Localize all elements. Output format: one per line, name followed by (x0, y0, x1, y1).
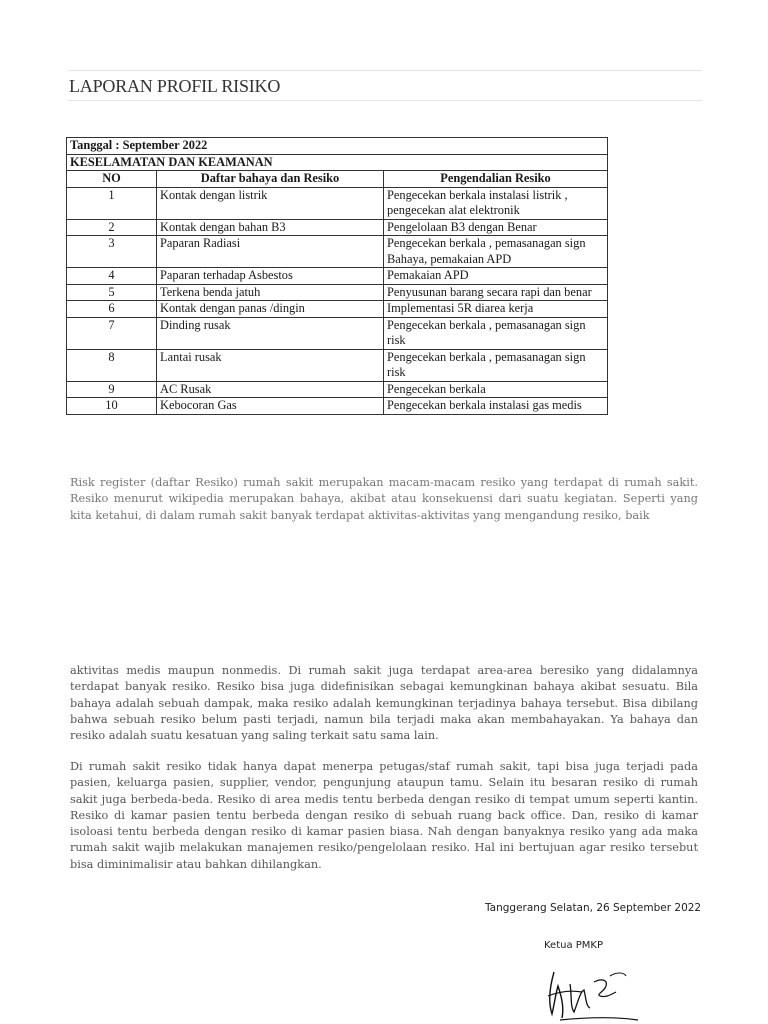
cell-control: Implementasi 5R diarea kerja (384, 301, 608, 318)
cell-no: 7 (67, 317, 157, 349)
cell-hazard: Lantai rusak (157, 349, 384, 381)
table-row (67, 317, 608, 349)
cell-no: 5 (67, 284, 157, 301)
date-cell: Tanggal : September 2022 (67, 138, 608, 155)
cell-no: 2 (67, 219, 157, 236)
header-no: NO (67, 171, 157, 188)
header-row (67, 171, 608, 188)
cell-control: Pengecekan berkala instalasi gas medis (384, 398, 608, 415)
cell-control: Pengecekan berkala instalasi listrik , pengecekan alat elektronik (384, 187, 608, 219)
risk-table (66, 137, 608, 415)
table-row (67, 236, 608, 268)
header-control: Pengendalian Resiko (384, 171, 608, 188)
date-row (67, 138, 608, 155)
cell-hazard: Kebocoran Gas (157, 398, 384, 415)
table-row (67, 187, 608, 219)
cell-hazard: Paparan terhadap Asbestos (157, 268, 384, 285)
table-row (67, 301, 608, 318)
cell-hazard: Paparan Radiasi (157, 236, 384, 268)
cell-no: 1 (67, 187, 157, 219)
category-cell: KESELAMATAN DAN KEAMANAN (67, 154, 608, 171)
place-date: Tanggerang Selatan, 26 September 2022 (485, 902, 702, 914)
paragraph-3: Di rumah sakit resiko tidak hanya dapat menerpa petugas/staf rumah sakit, tapi bisa juga terjadi pada pasien, keluarga pasien, supplier, vendor, pengunjung ataupun tamu. Selain itu besaran resiko di rumah sakit juga berbeda-beda. Resiko di area medis tentu berbeda dengan resiko di tempat umum seperti kantin. Resiko di kamar pasien tentu berbeda dengan resiko di sebuah ruang back office. Dan, resiko di kamar isoloasi tentu berbeda dengan resiko di kamar pasien biasa. Nah dengan banyaknya resiko yang ada maka rumah sakit wajib melakukan manajemen resiko/pengelolaan resiko. Hal ini bertujuan agar resiko tersebut bisa diminimalisir atau bahkan dihilangkan. (70, 760, 698, 871)
cell-no: 3 (67, 236, 157, 268)
table-row (67, 381, 608, 398)
cell-control: Pengecekan berkala , pemasanagan sign risk (384, 349, 608, 381)
cell-control: Pengecekan berkala (384, 381, 608, 398)
table-row (67, 398, 608, 415)
cell-hazard: Dinding rusak (157, 317, 384, 349)
cell-hazard: Kontak dengan bahan B3 (157, 219, 384, 236)
paragraph-2: aktivitas medis maupun nonmedis. Di rumah sakit juga terdapat area-area beresiko yang didalamnya terdapat banyak resiko. Resiko bisa juga didefinisikan sebagai kemungkinan bahaya akibat sesuatu. Bila bahaya adalah sebuah dampak, maka resiko adalah kemungkinan terjadinya bahaya tersebut. Bisa dibilang bahwa sebuah resiko belum pasti terjadi, namun bila terjadi maka akan membahayakan. Ya bahaya dan resiko adalah suatu kesatuan yang saling terkait satu sama lain. (70, 664, 698, 743)
signatory-role: Ketua PMKP (544, 940, 604, 951)
cell-no: 8 (67, 349, 157, 381)
cell-control: Pengelolaan B3 dengan Benar (384, 219, 608, 236)
cell-hazard: Kontak dengan listrik (157, 187, 384, 219)
cell-no: 6 (67, 301, 157, 318)
top-rule (68, 70, 702, 71)
table-row (67, 349, 608, 381)
cell-hazard: AC Rusak (157, 381, 384, 398)
cell-no: 4 (67, 268, 157, 285)
cell-no: 10 (67, 398, 157, 415)
category-row (67, 154, 608, 171)
title-rule (68, 100, 702, 101)
cell-hazard: Terkena benda jatuh (157, 284, 384, 301)
cell-control: Pemakaian APD (384, 268, 608, 285)
table-row (67, 219, 608, 236)
cell-control: Pengecekan berkala , pemasanagan sign risk (384, 317, 608, 349)
header-hazard: Daftar bahaya dan Resiko (157, 171, 384, 188)
handwritten-signature (540, 962, 640, 1024)
cell-no: 9 (67, 381, 157, 398)
page-title: LAPORAN PROFIL RISIKO (69, 76, 281, 96)
cell-hazard: Kontak dengan panas /dingin (157, 301, 384, 318)
cell-control: Penyusunan barang secara rapi dan benar (384, 284, 608, 301)
cell-control: Pengecekan berkala , pemasanagan sign Bahaya, pemakaian APD (384, 236, 608, 268)
table-row (67, 284, 608, 301)
paragraph-1: Risk register (daftar Resiko) rumah sakit merupakan macam-macam resiko yang terdapat di rumah sakit. Resiko menurut wikipedia merupakan bahaya, akibat atau konsekuensi dari suatu kegiatan. Seperti yang kita ketahui, di dalam rumah sakit banyak terdapat aktivitas-aktivitas yang mengandung resiko, baik (70, 476, 698, 522)
risk-table-body (67, 138, 608, 415)
table-row (67, 268, 608, 285)
